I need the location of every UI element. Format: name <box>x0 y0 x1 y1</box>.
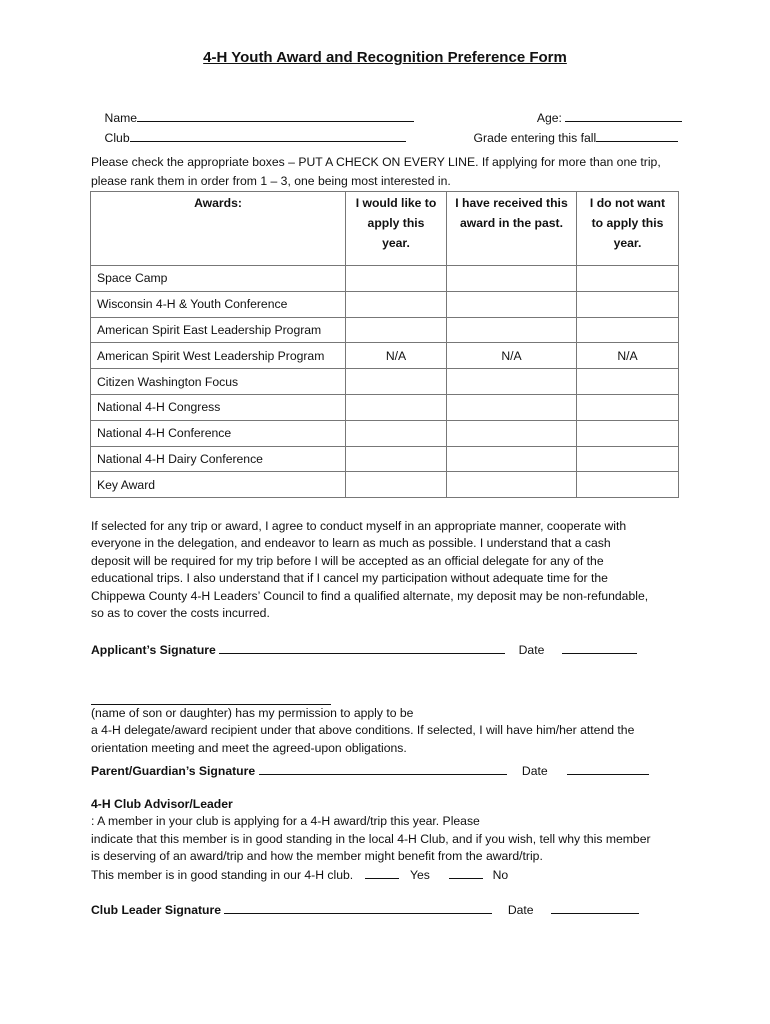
agreement-line: deposit will be required for my trip before I will be accepted as an official delegate for any of the <box>91 553 604 568</box>
agreement-line: Chippewa County 4-H Leaders’ Council to find a qualified alternate, my deposit may be non-refundable, <box>91 588 649 603</box>
award-name: National 4-H Conference <box>91 420 346 446</box>
form-title: 4-H Youth Award and Recognition Preference Form <box>203 49 567 66</box>
received-checkbox-cell[interactable] <box>447 446 577 472</box>
applicant-signature-row <box>91 641 637 658</box>
permission-paragraph <box>91 692 691 757</box>
table-row <box>91 343 679 369</box>
awards-table <box>90 191 679 498</box>
no-label: No <box>492 868 509 882</box>
apply-checkbox-cell[interactable] <box>346 369 447 395</box>
yes-blank[interactable] <box>365 866 399 879</box>
instructions <box>91 153 691 191</box>
table-row <box>91 291 679 317</box>
table-row <box>91 472 679 498</box>
no-blank[interactable] <box>449 866 483 879</box>
good-standing-text: This member is in good standing in our 4-H club. <box>91 868 354 882</box>
club-label: Club <box>104 131 130 145</box>
decline-checkbox-cell[interactable] <box>577 446 679 472</box>
received-checkbox-cell[interactable] <box>447 317 577 343</box>
decline-checkbox-cell[interactable] <box>577 472 679 498</box>
decline-checkbox-cell[interactable] <box>577 291 679 317</box>
decline-checkbox-cell[interactable] <box>577 369 679 395</box>
agreement-line: so as to cover the costs incurred. <box>91 606 270 621</box>
club-leader-signature-blank[interactable] <box>224 901 492 914</box>
agreement-line: If selected for any trip or award, I agree to conduct myself in an appropriate manner, cooperate with <box>91 519 627 533</box>
instructions-line: please rank them in order from 1 – 3, one being most interested in. <box>91 174 451 188</box>
apply-checkbox-cell: N/A <box>346 343 447 369</box>
apply-this-year-header: I would like to apply this year. <box>346 192 447 266</box>
club-leader-date-blank[interactable] <box>551 901 639 914</box>
club-leader-signature-label: Club Leader Signature <box>91 903 222 917</box>
name-label: Name <box>104 111 138 125</box>
child-name-blank[interactable] <box>91 692 331 705</box>
yes-label: Yes <box>409 868 430 882</box>
apply-checkbox-cell[interactable] <box>346 394 447 420</box>
table-row <box>91 317 679 343</box>
apply-checkbox-cell[interactable] <box>346 420 447 446</box>
table-row <box>91 420 679 446</box>
parent-signature-label: Parent/Guardian’s Signature <box>91 764 256 778</box>
advisor-line: : A member in your club is applying for a 4-H award/trip this year. Please <box>91 814 480 829</box>
parent-signature-blank[interactable] <box>259 762 507 775</box>
apply-checkbox-cell[interactable] <box>346 317 447 343</box>
advisor-paragraph <box>91 796 691 866</box>
advisor-label: 4-H Club Advisor/Leader <box>91 797 233 811</box>
decline-checkbox-cell[interactable] <box>577 420 679 446</box>
do-not-apply-header: I do not want to apply this year. <box>577 192 679 266</box>
table-header-row <box>91 192 679 266</box>
agreement-line: educational trips. I also understand that if I cancel my participation without adequate time for the <box>91 571 608 586</box>
parent-signature-row <box>91 762 649 779</box>
permission-line: orientation meeting and meet the agreed-upon obligations. <box>91 740 407 755</box>
good-standing-row <box>91 866 508 883</box>
received-checkbox-cell[interactable] <box>447 472 577 498</box>
date-label: Date <box>507 903 534 917</box>
award-name: National 4-H Congress <box>91 394 346 420</box>
award-name: Wisconsin 4-H & Youth Conference <box>91 291 346 317</box>
award-name: Citizen Washington Focus <box>91 369 346 395</box>
date-label: Date <box>521 764 548 778</box>
grade-blank[interactable] <box>596 129 678 142</box>
received-checkbox-cell[interactable] <box>447 369 577 395</box>
agreement-paragraph <box>91 518 691 622</box>
table-row <box>91 266 679 292</box>
permission-line <box>91 692 691 722</box>
club-leader-signature-row <box>91 901 639 918</box>
applicant-signature-label: Applicant’s Signature <box>91 643 216 657</box>
received-checkbox-cell[interactable] <box>447 266 577 292</box>
advisor-line: is deserving of an award/trip and how the member might benefit from the award/trip. <box>91 849 543 864</box>
club-blank[interactable] <box>130 129 406 142</box>
parent-date-blank[interactable] <box>567 762 649 775</box>
awards-header: Awards: <box>91 192 346 266</box>
decline-checkbox-cell[interactable] <box>577 266 679 292</box>
award-name: National 4-H Dairy Conference <box>91 446 346 472</box>
apply-checkbox-cell[interactable] <box>346 291 447 317</box>
award-name: American Spirit West Leadership Program <box>91 343 346 369</box>
date-label: Date <box>518 643 545 657</box>
age-label: Age: <box>536 111 562 125</box>
apply-checkbox-cell[interactable] <box>346 266 447 292</box>
award-name: Key Award <box>91 472 346 498</box>
applicant-signature-blank[interactable] <box>219 641 505 654</box>
received-checkbox-cell[interactable] <box>447 291 577 317</box>
table-row <box>91 446 679 472</box>
permission-text: (name of son or daughter) has my permission to apply to be <box>91 706 414 720</box>
received-checkbox-cell[interactable] <box>447 420 577 446</box>
agreement-line: everyone in the delegation, and endeavor to learn as much as possible. I understand that a cash <box>91 536 611 551</box>
decline-checkbox-cell[interactable] <box>577 317 679 343</box>
applicant-date-blank[interactable] <box>562 641 637 654</box>
apply-checkbox-cell[interactable] <box>346 446 447 472</box>
decline-checkbox-cell[interactable] <box>577 394 679 420</box>
instructions-line: Please check the appropriate boxes – PUT A CHECK ON EVERY LINE. If applying for more than one trip, <box>91 155 661 169</box>
grade-label: Grade entering this fall <box>473 131 597 145</box>
received-in-past-header: I have received this award in the past. <box>447 192 577 266</box>
table-row <box>91 369 679 395</box>
decline-checkbox-cell: N/A <box>577 343 679 369</box>
received-checkbox-cell[interactable] <box>447 394 577 420</box>
advisor-line: indicate that this member is in good standing in the local 4-H Club, and if you wish, tell why this member <box>91 831 651 846</box>
table-row <box>91 394 679 420</box>
award-name: American Spirit East Leadership Program <box>91 317 346 343</box>
apply-checkbox-cell[interactable] <box>346 472 447 498</box>
award-name: Space Camp <box>91 266 346 292</box>
permission-line: a 4-H delegate/award recipient under that above conditions. If selected, I will have him/her attend the <box>91 723 635 738</box>
received-checkbox-cell: N/A <box>447 343 577 369</box>
